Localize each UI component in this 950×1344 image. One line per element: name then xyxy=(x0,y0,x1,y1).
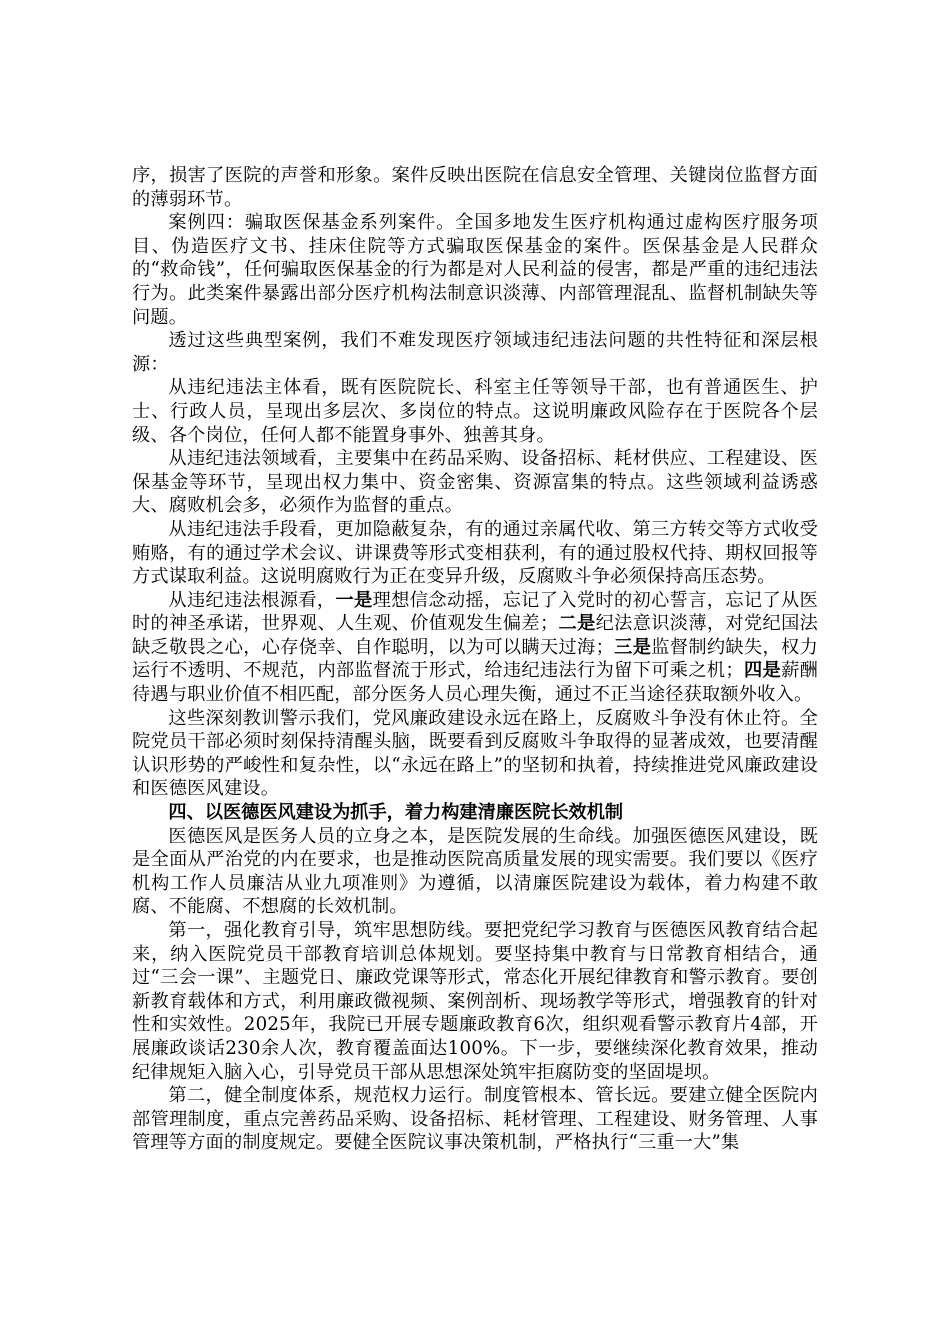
root-key-2: 二是 xyxy=(558,613,596,635)
paragraph-medical-ethics: 医德医风是医务人员的立身之本，是医院发展的生命线。加强医德医风建设，既是全面从严治党的内在要求，也是推动医院高质量发展的现实需要。我们要以《医疗机构工作人员廉洁从业九项准则》为遵循，以清廉医院建设为载体，着力构建不敢腐、不能腐、不想腐的长效机制。 xyxy=(132,825,818,918)
paragraph-subject-analysis: 从违纪违法主体看，既有医院院长、科室主任等领导干部，也有普通医生、护士、行政人员，呈现出多层次、多岗位的特点。这说明廉政风险存在于医院各个层级、各个岗位，任何人都不能置身事外、独善其身。 xyxy=(132,377,818,446)
root-key-3: 三是 xyxy=(614,636,652,658)
paragraph-summary-intro: 透过这些典型案例，我们不难发现医疗领域违纪违法问题的共性特征和深层根源： xyxy=(132,330,818,375)
paragraph-field-analysis: 从违纪违法领域看，主要集中在药品采购、设备招标、耗材供应、工程建设、医保基金等环节，呈现出权力集中、资金密集、资源富集的特点。这些领域利益诱惑大、腐败机会多，必须作为监督的重点。 xyxy=(132,448,818,517)
paragraph-institutions: 第二，健全制度体系，规范权力运行。制度管根本、管长远。要建立健全医院内部管理制度，重点完善药品采购、设备招标、耗材管理、工程建设、财务管理、人事管理等方面的制度规定。要健全医院议事决策机制，严格执行“三重一大”集 xyxy=(132,1085,818,1154)
root-text-3: 监督制约缺失，权力运行不透明、不规范，内部监督流于形式，给违纪违法行为留下可乘之机； xyxy=(132,636,818,682)
root-intro: 从违纪违法根源看， xyxy=(168,589,336,611)
paragraph-case-four: 案例四：骗取医保基金系列案件。全国多地发生医疗机构通过虚构医疗服务项目、伪造医疗文书、挂床住院等方式骗取医保基金的案件。医保基金是人民群众的“救命钱”，任何骗取医保基金的行为都是对人民利益的侵害，都是严重的违纪违法行为。此类案件暴露出部分医疗机构法制意识淡薄、内部管理混乱、监督机制缺失等问题。 xyxy=(132,212,818,328)
section-heading: 四、以医德医风建设为抓手，着力构建清廉医院长效机制 xyxy=(168,802,624,824)
paragraph-root-analysis xyxy=(132,589,818,707)
root-text-2: 纪法意识淡薄，对党纪国法缺乏敬畏之心，心存侥幸、自作聪明，以为可以瞒天过海； xyxy=(132,613,818,658)
root-text-4: 薪酬待遇与职业价值不相匹配，部分医务人员心理失衡，通过不正当途径获取额外收入。 xyxy=(132,660,818,706)
root-key-1: 一是 xyxy=(335,589,373,611)
paragraph-education: 第一，强化教育引导，筑牢思想防线。要把党纪学习教育与医德医风教育结合起来，纳入医院党员干部教育培训总体规划。要坚持集中教育与日常教育相结合，通过“三会一课”、主题党日、廉政党课等形式，常态化开展纪律教育和警示教育。要创新教育载体和方式，利用廉政微视频、案例剖析、现场教学等形式，增强教育的针对性和实效性。2025年，我院已开展专题廉政教育6次，组织观看警示教育片4部，开展廉政谈话230余人次，教育覆盖面达100%。下一步，要继续深化教育效果，推动纪律规矩入脑入心，引导党员干部从思想深处筑牢拒腐防变的坚固堤坝。 xyxy=(132,920,818,1083)
root-text-1: 理想信念动摇，忘记了入党时的初心誓言，忘记了从医时的神圣承诺，世界观、人生观、价值观发生偏差； xyxy=(132,589,818,635)
root-key-4: 四是 xyxy=(743,660,782,682)
paragraph-method-analysis: 从违纪违法手段看，更加隐蔽复杂，有的通过亲属代收、第三方转交等方式收受贿赂，有的通过学术会议、讲课费等形式变相获利，有的通过股权代持、期权回报等方式谋取利益。这说明腐败行为正在变异升级，反腐败斗争必须保持高压态势。 xyxy=(132,518,818,588)
paragraph-continuation: 序，损害了医院的声誉和形象。案件反映出医院在信息安全管理、关键岗位监督方面的薄弱环节。 xyxy=(132,165,818,210)
paragraph-warning: 这些深刻教训警示我们，党风廉政建设永远在路上，反腐败斗争没有休止符。全院党员干部必须时刻保持清醒头脑，既要看到反腐败斗争取得的显著成效，也要清醒认识形势的严峻性和复杂性，以“永远在路上”的坚韧和执着，持续推进党风廉政建设和医德医风建设。 xyxy=(132,707,818,800)
